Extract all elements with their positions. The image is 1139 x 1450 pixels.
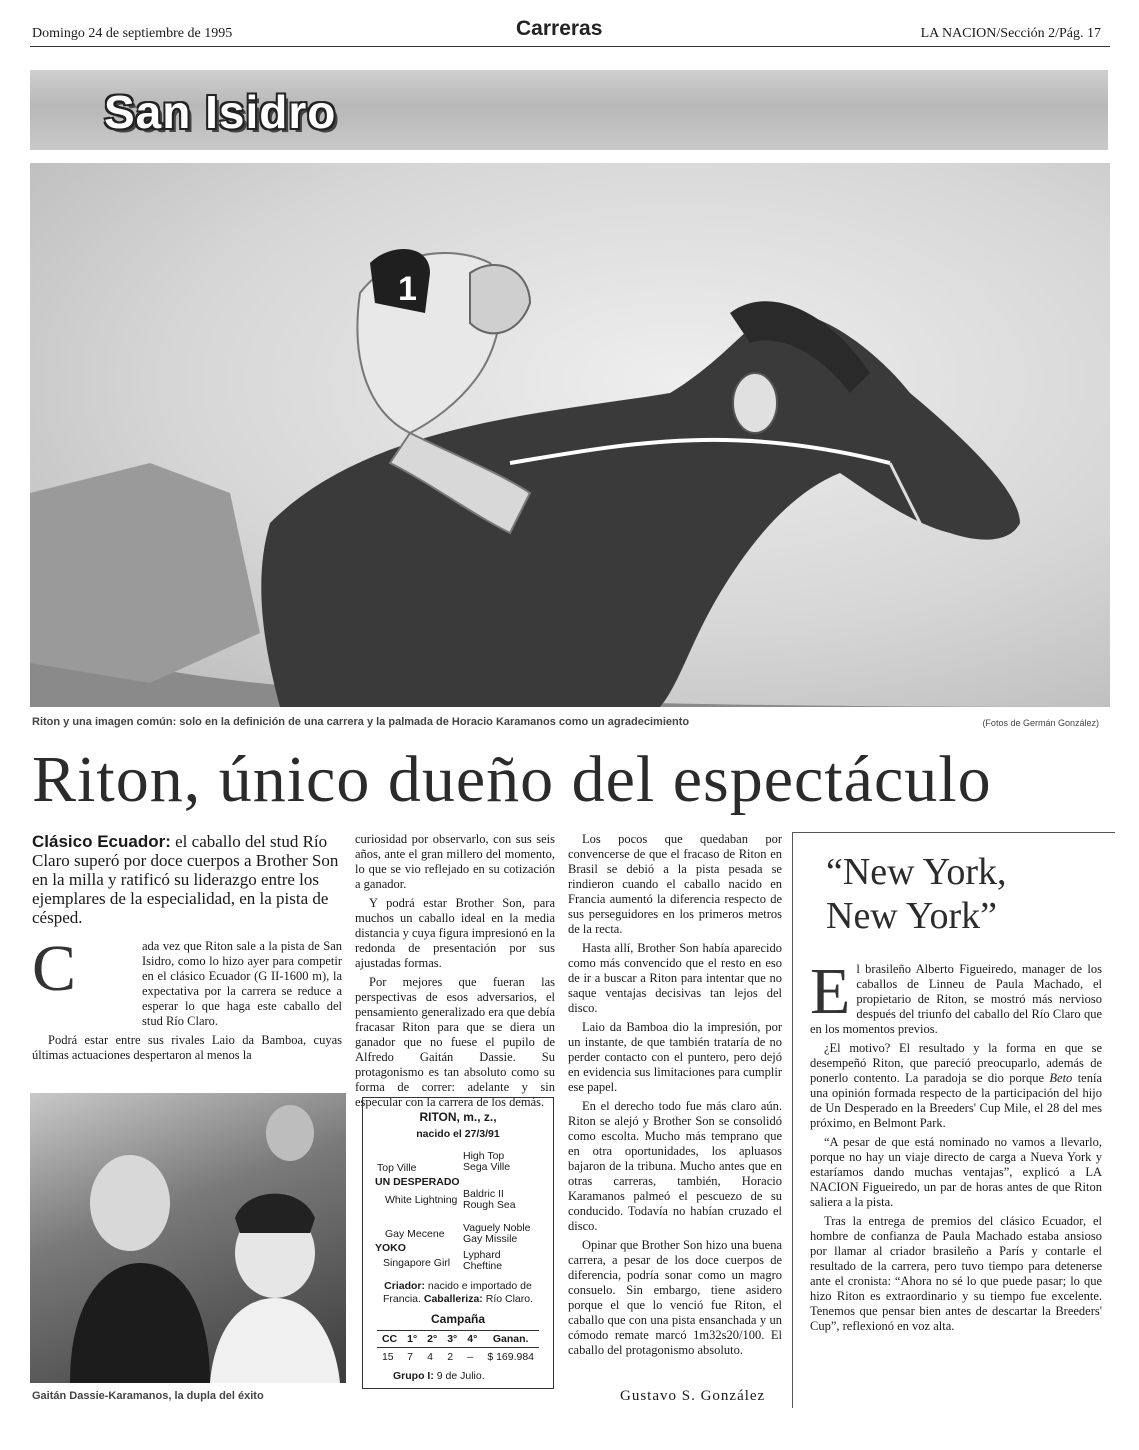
sidebar-title-line2: New York” <box>826 895 997 937</box>
publication-info: LA NACION/Sección 2/Pág. 17 <box>920 26 1101 41</box>
col2-p1: curiosidad por observarlo, con sus seis años, ante el gran millero del momento, lo que se vio reflejado en su cotización a ganador. <box>355 832 555 891</box>
sidebar-p1 <box>810 955 1102 1037</box>
sidebar-body <box>810 955 1102 1338</box>
campaign-cell: 15 <box>381 1351 394 1363</box>
col3-p1: Los pocos que quedaban por convencerse de que el fracaso de Riton en Brasil se debió a la pista pesada se rindieron cuando el caballo nacido en Francia aumentó la diferencia respecto de sus perseguidores en los primeros metros de la recta. <box>568 832 782 936</box>
campaign-cell: 4 <box>427 1351 434 1363</box>
campaign-header: 2° <box>427 1333 438 1345</box>
ped-dam-dam-sire: Lyphard <box>463 1249 501 1261</box>
pedigree-box <box>362 1097 554 1389</box>
lead-paragraph <box>32 832 342 927</box>
ped-dam-dam: Singapore Girl <box>383 1257 451 1269</box>
campaign-header: 1° <box>407 1333 418 1345</box>
grupo-text: 9 de Julio. <box>436 1370 485 1382</box>
ped-dam-sire-sire: Vaguely Noble <box>463 1222 531 1234</box>
col1-p1: ada vez que Riton sale a la pista de San Isidro, como lo hizo ayer para competir en el clásico Ecuador (G II-1600 m), la expectativa por la carrera se reduce a esperar lo que haga este caballo del stud Río Claro. <box>142 939 342 1028</box>
campaign-title: Campaña <box>430 1312 486 1326</box>
col3-p5: Opinar que Brother Son hizo una buena carrera, a pesar de los doce cuerpos de diferencia, podría sonar como un magro consuelo. Sin embargo, tiene asidero porque el que lo venció fue Riton, el caballo que con una pista ensanchada y un cómodo remate marcó 1m32s20/100. El caballo del protagonismo absoluto. <box>568 1238 782 1357</box>
sidebar-p4: Tras la entrega de premios del clásico Ecuador, el hombre de confianza de Paula Machado estaba ansioso por llamar al criador brasileño a París y contarle el resultado de la carrera, pero tuvo tiempo para detenerse ante el cronista: “Ahora no sé lo que puede pasar; lo que hizo Riton es extraordinario y su tiempo fue excelente. Tenemos que pensar bien antes de descartar la Breeders' Cup”, reflexionó en voz alta. <box>810 1214 1102 1333</box>
photo-credit: (Fotos de Germán González) <box>982 718 1099 728</box>
issue-date: Domingo 24 de septiembre de 1995 <box>32 26 233 41</box>
ped-sire-sire-dam: Sega Ville <box>463 1161 511 1173</box>
byline: Gustavo S. González <box>620 1388 766 1404</box>
col2-p3: Por mejores que fueran las perspectivas de esos adversarios, el pensamiento generalizado era que debía fracasar Riton para que se diera un ganador que no fuese el pupilo de Alfredo Gaitán Dassie. Su protagonismo es tan absoluto como su forma de correr: adelante y sin especular con la carrera de los demás. <box>355 975 555 1109</box>
ped-sire-sire-sire: High Top <box>463 1150 505 1162</box>
lead-label: Clásico Ecuador: <box>32 832 171 851</box>
sidebar-title-line1: “New York, <box>826 851 1007 893</box>
column-2 <box>355 832 555 1114</box>
small-photo-caption: Gaitán Dassie-Karamanos, la dupla del éxito <box>32 1390 264 1402</box>
ped-sire: UN DESPERADO <box>375 1176 460 1188</box>
campaign-data-row <box>377 1348 539 1367</box>
section-title: Carreras <box>516 17 603 40</box>
campaign-header: 3° <box>447 1333 458 1345</box>
article-intro <box>32 932 342 1029</box>
main-headline: Riton, único dueño del espectáculo <box>32 743 992 816</box>
dropcap-e: E <box>810 955 851 1028</box>
campaign-table <box>377 1330 539 1366</box>
campaign-header: Ganan. <box>492 1333 529 1345</box>
sidebar-p2 <box>810 1041 1102 1131</box>
saddle-number: 1 <box>398 270 417 308</box>
sidebar-p1-text: l brasileño Alberto Figueiredo, manager de los caballos de Linneu de Paula Machado, el propietario de Riton, se mostró más nervioso después del triunfo del caballo del Río Claro que en los momentos previos. <box>810 962 1102 1036</box>
horse-and-jockey-illustration <box>30 163 1110 707</box>
sidebar-p2-a: ¿El motivo? El resultado y la forma en que se desempeñó Riton, que pareció preocuparlo, además de ponerlo contento. La paradoja se dio porque <box>810 1041 1102 1085</box>
ped-dam: YOKO <box>375 1242 406 1254</box>
header-rule <box>30 46 1110 47</box>
column-3 <box>568 832 782 1362</box>
ped-dam-dam-dam: Cheftine <box>463 1260 503 1272</box>
campaign-header: CC <box>381 1333 398 1345</box>
grupo-info <box>393 1370 553 1382</box>
campaign-cell: 7 <box>407 1351 413 1363</box>
dropcap-c: C <box>32 932 77 1005</box>
campaign-header-row <box>377 1331 539 1348</box>
ped-dam-sire: Gay Mecene <box>385 1228 445 1240</box>
ped-sire-dam-sire: Baldric II <box>463 1188 504 1200</box>
caballeriza-label: Caballeriza: <box>423 1293 483 1305</box>
caballeriza-text: Río Claro. <box>485 1293 533 1305</box>
pedigree-born: nacido el 27/3/91 <box>416 1128 500 1140</box>
portrait-illustration <box>30 1093 346 1383</box>
pedigree-breeder <box>373 1280 543 1306</box>
criador-label: Criador: <box>384 1280 425 1292</box>
pedigree-tree <box>363 1148 553 1270</box>
ped-sire-sire: Top Ville <box>377 1162 417 1174</box>
campaign-header: 4° <box>467 1333 478 1345</box>
banner-title: San Isidro <box>104 86 337 138</box>
col2-p2: Y podrá estar Brother Son, para muchos un caballo ideal en la media distancia y cuya figura impresionó en la redonda de presentación por sus ajustadas formas. <box>355 896 555 970</box>
sidebar-p3: “A pesar de que está nominado no vamos a llevarlo, porque no hay un viaje directo de carga a Nueva York y estaríamos dando muchas ventajas”, explicó a LA NACION Figueiredo, un par de horas antes de que Riton saliera a la pista. <box>810 1135 1102 1209</box>
campaign-cell: – <box>467 1351 474 1363</box>
ped-sire-dam: White Lightning <box>385 1194 458 1206</box>
pedigree-title: RITON, m., z., <box>419 1110 497 1124</box>
campaign-cell: 2 <box>447 1351 454 1363</box>
lead-text: el caballo del stud Río Claro superó por doce cuerpos a Brother Son en la milla y ratificó su liderazgo entre los ejemplares de la especialidad, en la pista de césped. <box>32 832 339 927</box>
sidebar-p2-b: tenía una opinión formada respecto de la participación del hijo de Un Desperado en la Breeders' Cup Mile, el 28 del mes próximo, en Belmont Park. <box>810 1071 1102 1130</box>
col3-p3: Laio da Bamboa dio la impresión, por un instante, de que también trataría de no perder contacto con el puntero, pero dejó en evidencia sus limitaciones para cumplir ese papel. <box>568 1020 782 1094</box>
grupo-label: Grupo I: <box>393 1370 434 1382</box>
photo-caption: Riton y una imagen común: solo en la definición de una carrera y la palmada de Horacio Karamanos como un agradecimiento <box>32 716 690 728</box>
col3-p2: Hasta allí, Brother Son había aparecido como más convencido que el resto en eso de ir a buscar a Riton para intentar que no saque ventajas decisivas tan lejos del disco. <box>568 941 782 1015</box>
ped-sire-dam-dam: Rough Sea <box>463 1199 516 1211</box>
col1-p2: Podrá estar entre sus rivales Laio da Bamboa, cuyas últimas actuaciones despertaron al menos la <box>32 1033 342 1062</box>
column-1 <box>32 832 342 1067</box>
ped-dam-sire-dam: Gay Missile <box>463 1233 518 1245</box>
trainer-jockey-photo <box>30 1093 346 1383</box>
sidebar-title <box>826 850 1007 938</box>
sidebar-p2-italic: Beto <box>1049 1071 1073 1085</box>
race-photo <box>30 163 1110 707</box>
col3-p4: En el derecho todo fue más claro aún. Riton se alejó y Brother Son se consolidó como escolta. Mucho más temprano que en otra oportunidades, los apluasos bajaron de la tribuna. Mucho antes que en otras carreras, también, Horacio Karamanos palmeó el pescuezo de su conducido. Todavía no habían cruzado el disco. <box>568 1099 782 1233</box>
criador-text: nacido e importado de Francia. <box>383 1280 532 1305</box>
campaign-cell: $ 169.984 <box>487 1351 535 1363</box>
